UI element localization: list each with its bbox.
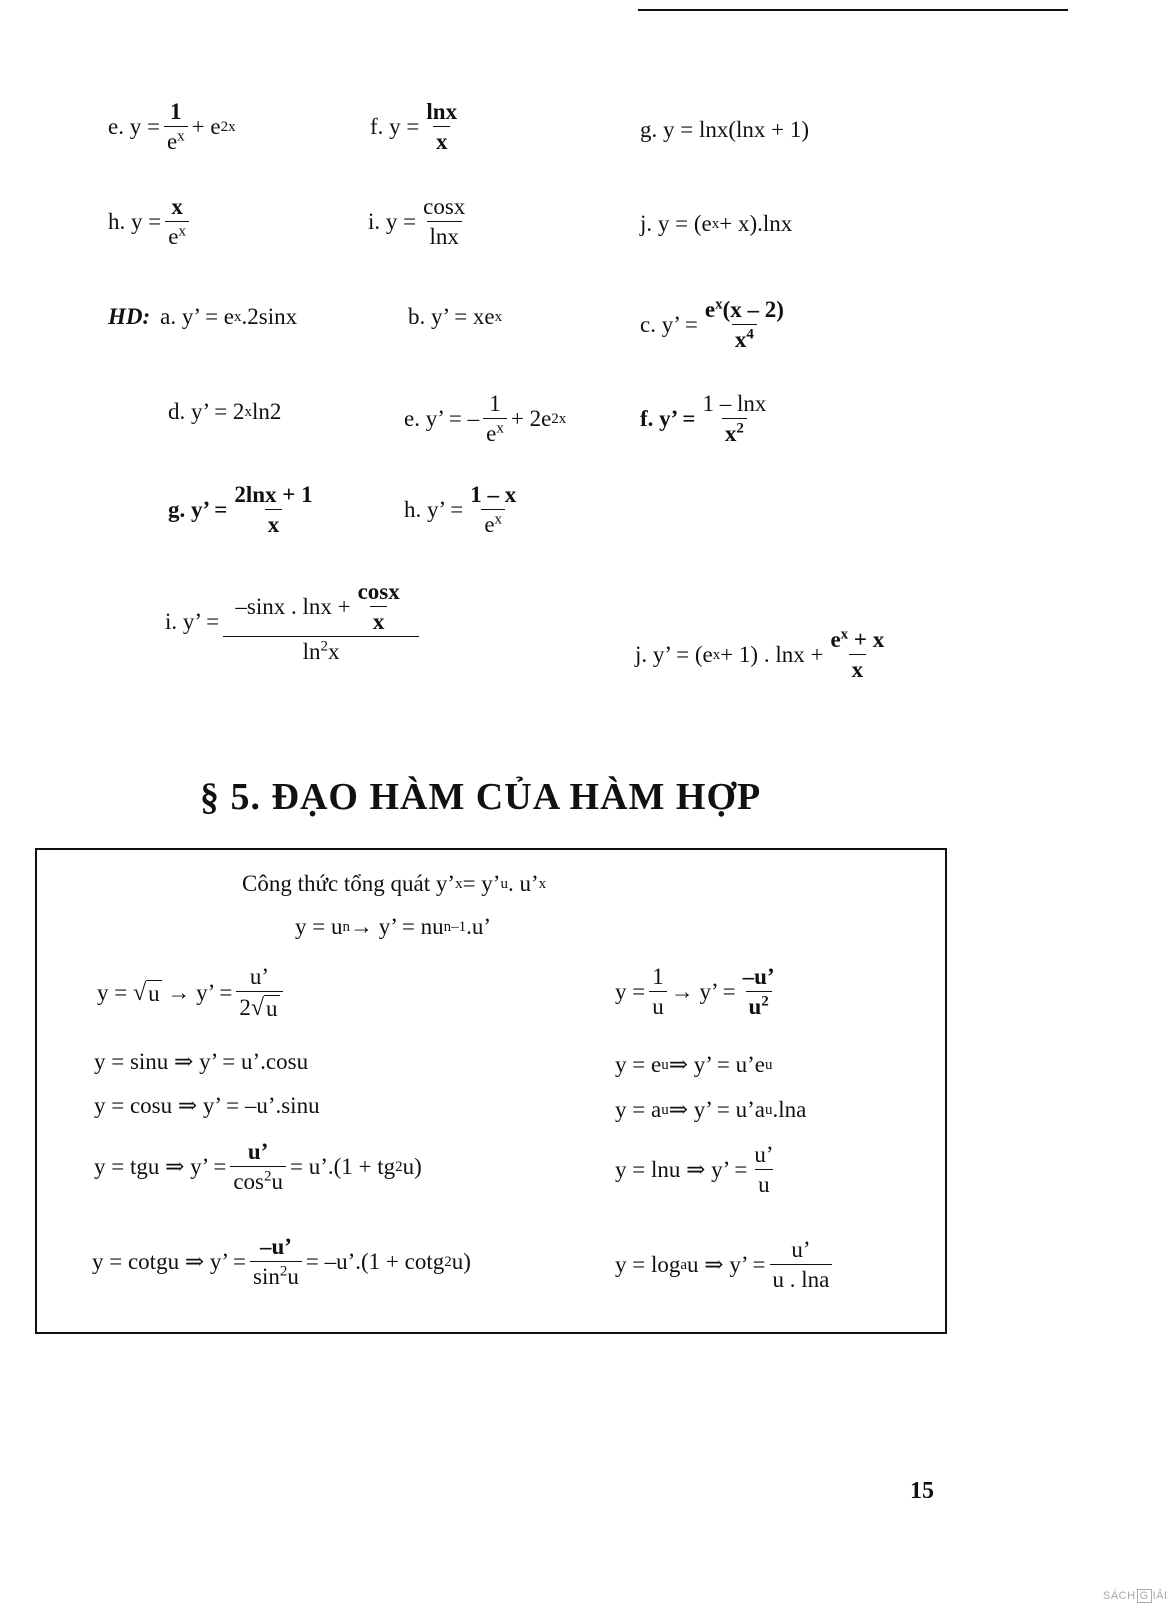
hd-a: HD: a. y’ = e x .2sinx [108, 304, 298, 329]
exp-formula: y = e u ⇒ y’ = u’e u [615, 1052, 773, 1077]
hd-c: c. y’ = $\frac{e^x(x - 2)}{x^4}$ [640, 296, 784, 352]
exercise-j: j. y = (e x + x).lnx [640, 211, 793, 236]
hd-h: h. y’ = $\frac{1 - x}{e^x}$ [404, 482, 517, 537]
cos-formula: y = cosu ⇒ y’ = –u’.sinu [94, 1093, 320, 1118]
hd-e: e. y’ = – $\frac{1}{e^x}$ + 2e 2x [404, 391, 567, 446]
reciprocal-formula: y = $\frac{1}{u}$ → y’ = $\frac{-u’}{u^2}$ [615, 964, 775, 1019]
page-number: 15 [910, 1478, 934, 1504]
section-title: § 5. ĐẠO HÀM CỦA HÀM HỢP [200, 776, 762, 818]
hd-f: f. y’ = $\frac{1 - \ln x}{x^2}$ [640, 391, 767, 446]
sin-formula: y = sinu ⇒ y’ = u’.cosu [94, 1049, 309, 1074]
exercise-e: e. y = $\frac{1}{e^x}$ + e 2x [108, 99, 236, 154]
general-formula: Công thức tổng quát y’ x = y’ u . u’ x [242, 871, 547, 896]
exercise-g: g. y = lnx(lnx + 1) [640, 117, 810, 142]
hd-g: g. y’ = $\frac{2\ln x + 1}{x}$ [168, 482, 313, 537]
top-rule [638, 9, 1068, 11]
aexp-formula: y = a u ⇒ y’ = u’a u .lna [615, 1097, 807, 1122]
sqrt-formula: y = √ u → y’ = u’ 2 √ u [97, 965, 287, 1020]
watermark-logo: SÁCH G IẢI [1103, 1590, 1168, 1602]
hd-b: b. y’ = xe x [408, 304, 503, 329]
exercise-h: h. y = $\frac{x}{e^x}$ [108, 195, 193, 248]
cotg-formula: y = cotgu ⇒ y’ = $\frac{-u’}{\sin^2u}$ = –u’.(1 + cotg 2 u) [92, 1234, 471, 1289]
log-formula: y = log a u ⇒ y’ = $\frac{u’}{u . \ln a}$ [615, 1238, 836, 1291]
hd-i: i. y’ = –sinx . lnx + $\frac{\cos x}{x}$ $\ln^2x$ [165, 580, 423, 663]
power-formula: y = u n → y’ = nu n–1 .u’ [295, 914, 492, 939]
ln-formula: y = lnu ⇒ y’ = $\frac{u’}{u}$ [615, 1142, 774, 1197]
hd-d: d. y’ = 2 x ln2 [168, 399, 282, 424]
exercise-i: i. y = $\frac{\cos x}{\ln x}$ [368, 194, 466, 249]
hd-label: HD: [108, 304, 151, 329]
tg-formula: y = tgu ⇒ y’ = $\frac{u’}{\cos^2u}$ = u’.(1 + tg 2 u) [94, 1139, 422, 1194]
hd-j: j. y’ = (e x + 1) . lnx + $\frac{e^x + x}{x}$ [635, 626, 885, 682]
exercise-f: f. y = $\frac{\ln x}{x}$ [370, 99, 458, 154]
formula-box [35, 848, 947, 1334]
